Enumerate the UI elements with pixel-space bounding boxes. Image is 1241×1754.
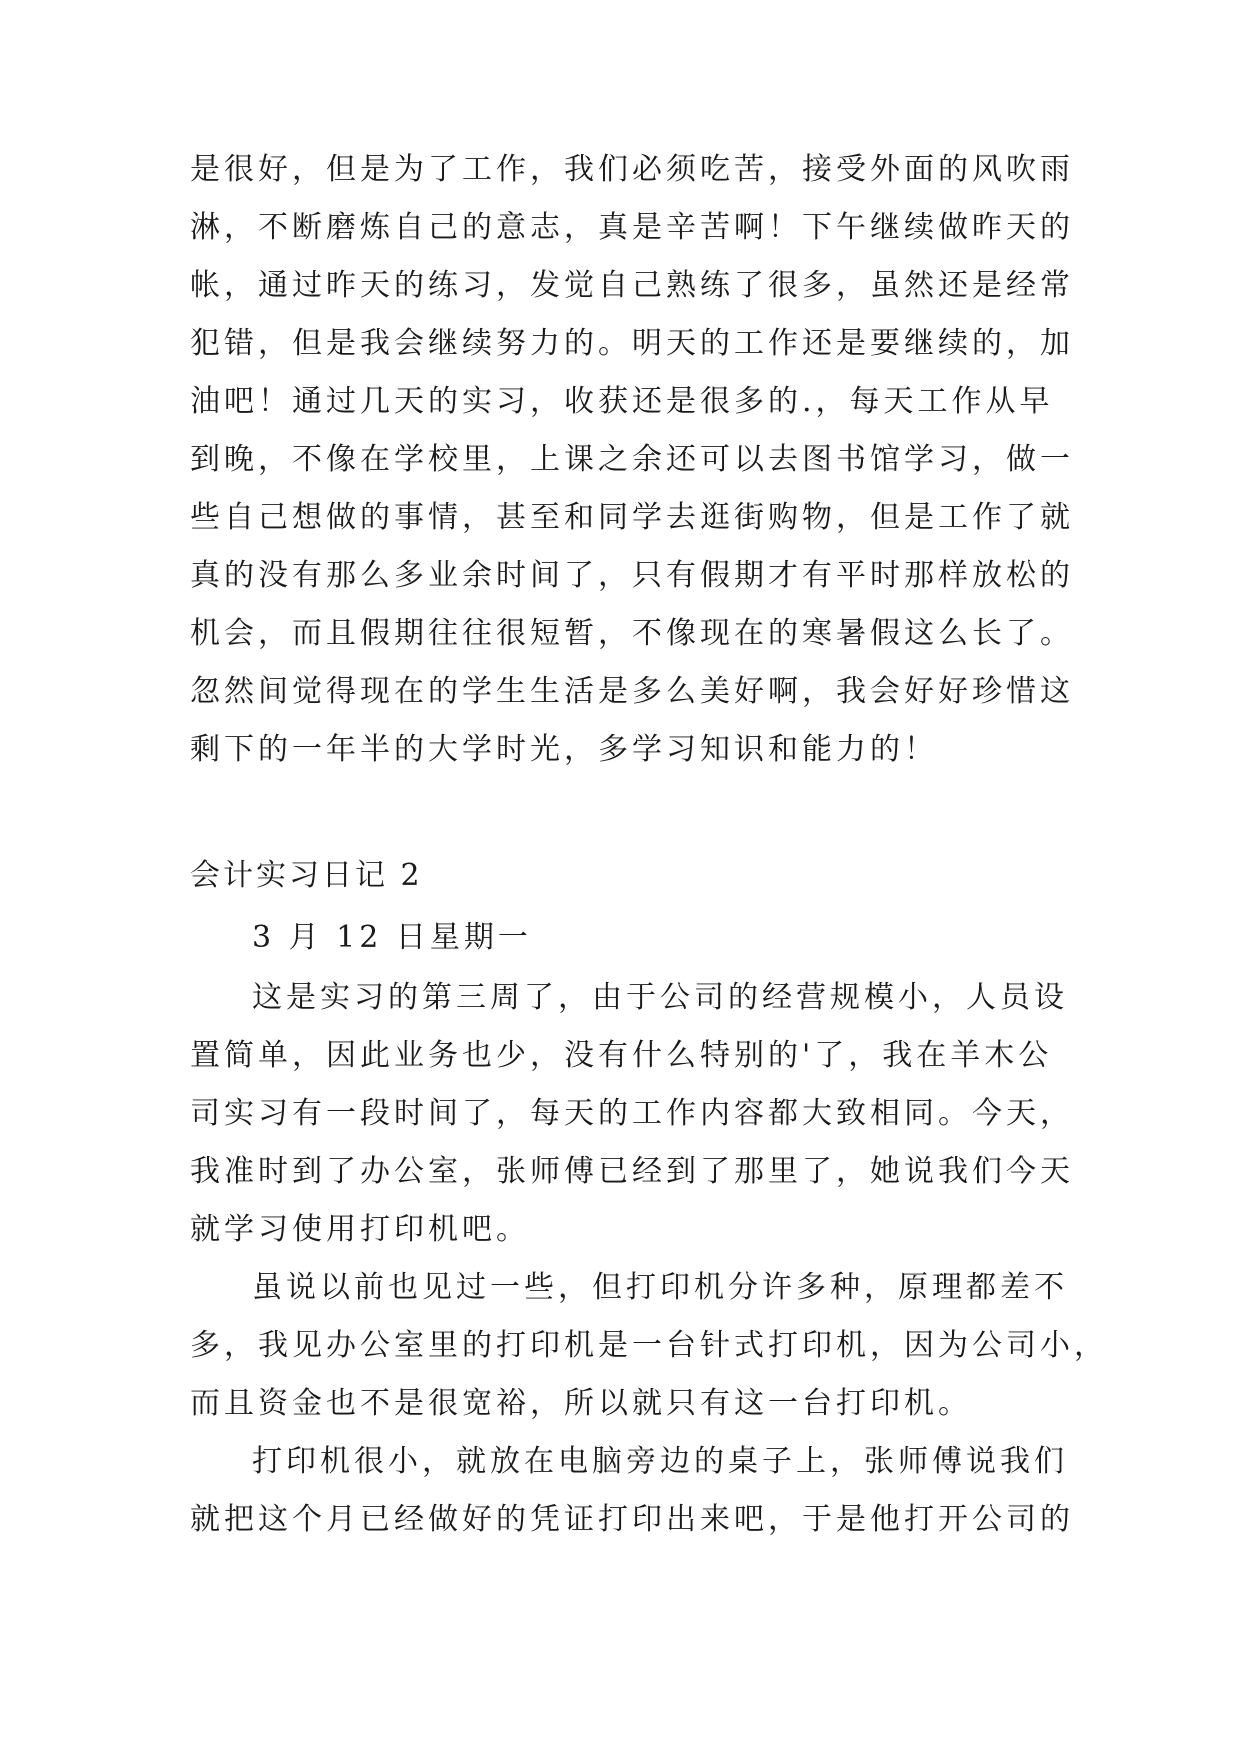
paragraph-line: 真的没有那么多业余时间了，只有假期才有平时那样放松的 <box>190 558 1074 593</box>
paragraph-line: 到晚，不像在学校里，上课之余还可以去图书馆学习，做一 <box>190 442 1074 477</box>
section-title: 会计实习日记 2 <box>190 858 423 893</box>
paragraph-line: 就把这个月已经做好的凭证打印出来吧，于是他打开公司的 <box>190 1502 1074 1537</box>
paragraph-line: 虽说以前也见过一些，但打印机分许多种，原理都差不 <box>252 1270 1068 1305</box>
paragraph-line: 就学习使用打印机吧。 <box>190 1212 530 1247</box>
paragraph-line: 置简单，因此业务也少，没有什么特别的'了，我在羊木公 <box>190 1038 1053 1073</box>
paragraph-line: 油吧！通过几天的实习，收获还是很多的.，每天工作从早 <box>190 384 1054 419</box>
paragraph-line: 多，我见办公室里的打印机是一台针式打印机，因为公司小， <box>190 1328 1108 1363</box>
paragraph-line: 剩下的一年半的大学时光，多学习知识和能力的！ <box>190 732 938 767</box>
paragraph-line: 打印机很小，就放在电脑旁边的桌子上，张师傅说我们 <box>252 1444 1068 1479</box>
paragraph-line: 些自己想做的事情，甚至和同学去逛街购物，但是工作了就 <box>190 500 1074 535</box>
paragraph-line: 而且资金也不是很宽裕，所以就只有这一台打印机。 <box>190 1386 972 1421</box>
paragraph-line: 这是实习的第三周了，由于公司的经营规模小，人员设 <box>252 980 1068 1015</box>
paragraph-line: 忽然间觉得现在的学生生活是多么美好啊，我会好好珍惜这 <box>190 674 1074 709</box>
paragraph-line: 淋，不断磨炼自己的意志，真是辛苦啊！下午继续做昨天的 <box>190 210 1074 245</box>
paragraph-line: 司实习有一段时间了，每天的工作内容都大致相同。今天， <box>190 1096 1074 1131</box>
paragraph-line: 我准时到了办公室，张师傅已经到了那里了，她说我们今天 <box>190 1154 1074 1189</box>
paragraph-line: 是很好，但是为了工作，我们必须吃苦，接受外面的风吹雨 <box>190 152 1074 187</box>
paragraph-line: 犯错，但是我会继续努力的。明天的工作还是要继续的，加 <box>190 326 1074 361</box>
date-line: 3 月 12 日星期一 <box>252 920 532 955</box>
paragraph-line: 机会，而且假期往往很短暂，不像现在的寒暑假这么长了。 <box>190 616 1074 651</box>
paragraph-line: 帐，通过昨天的练习，发觉自己熟练了很多，虽然还是经常 <box>190 268 1074 303</box>
